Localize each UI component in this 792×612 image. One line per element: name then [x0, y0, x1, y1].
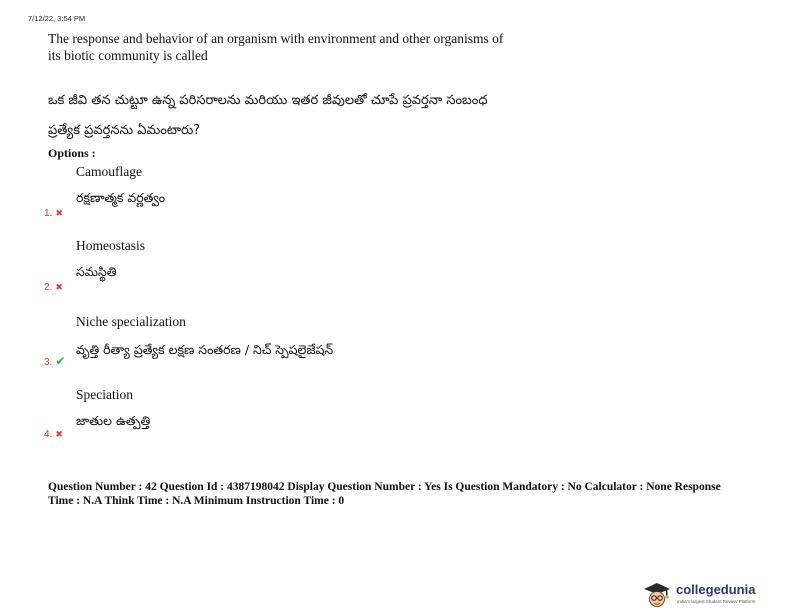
option-1-number-label: 1.	[44, 208, 53, 219]
option-1-number	[44, 208, 63, 219]
option-2-english: Homeostasis	[76, 238, 145, 253]
option-2-number	[44, 282, 63, 293]
option-2-number-label: 2.	[44, 282, 53, 293]
option-3-number-label: 3.	[44, 357, 53, 368]
option-1-english: Camouflage	[76, 164, 142, 179]
logo-wordmark: collegedunia	[676, 582, 756, 597]
question-english-line-1: The response and behavior of an organism with environment and other organisms of	[48, 31, 504, 46]
question-telugu-line-2: ప్రత్యేక ప్రవర్తనను ఏమంటారు?	[48, 123, 201, 138]
question-telugu-line-1: ఒక జీవి తన చుట్టూ ఉన్న పరిసరాలను మరియు ఇతర జీవులతో చూపే ప్రవర్తనా సంబంధ	[48, 93, 488, 108]
wrong-mark-icon: ✖	[55, 282, 63, 292]
option-4-english: Speciation	[76, 387, 133, 402]
print-timestamp: 7/12/22, 3:54 PM	[28, 14, 86, 23]
option-1-telugu: రక్షణాత్మక వర్ణత్వం	[76, 190, 166, 205]
option-4-number	[44, 429, 63, 440]
options-heading: Options :	[48, 146, 96, 160]
question-metadata-line-2: Time : N.A Think Time : N.A Minimum Instruction Time : 0	[48, 495, 345, 507]
correct-check-icon: ✔	[55, 354, 66, 368]
graduate-mascot-icon	[642, 582, 672, 608]
question-text-english	[48, 30, 588, 64]
option-4-telugu: జాతుల ఉత్పత్తి	[76, 413, 151, 428]
option-4-number-label: 4.	[44, 429, 53, 440]
option-2-telugu: సమస్థితి	[76, 264, 117, 279]
logo-tagline: India's largest Student Review Platform	[677, 599, 756, 604]
option-3-english: Niche specialization	[76, 314, 186, 329]
option-3-number	[44, 354, 65, 368]
option-3-telugu: వృత్తి రీత్యా ప్రత్యేక లక్షణ సంతరణ / నిచ్ స్పెషలైజేషన్	[76, 342, 334, 357]
collegedunia-logo	[640, 580, 790, 610]
wrong-mark-icon: ✖	[55, 208, 63, 218]
question-english-line-2: its biotic community is called	[48, 48, 208, 63]
wrong-mark-icon: ✖	[55, 429, 63, 439]
question-metadata	[48, 480, 768, 508]
question-metadata-line-1: Question Number : 42 Question Id : 4387198042 Display Question Number : Yes Is Question Mandatory : No Calculator : None Response	[48, 481, 721, 493]
question-text-telugu	[48, 86, 608, 146]
